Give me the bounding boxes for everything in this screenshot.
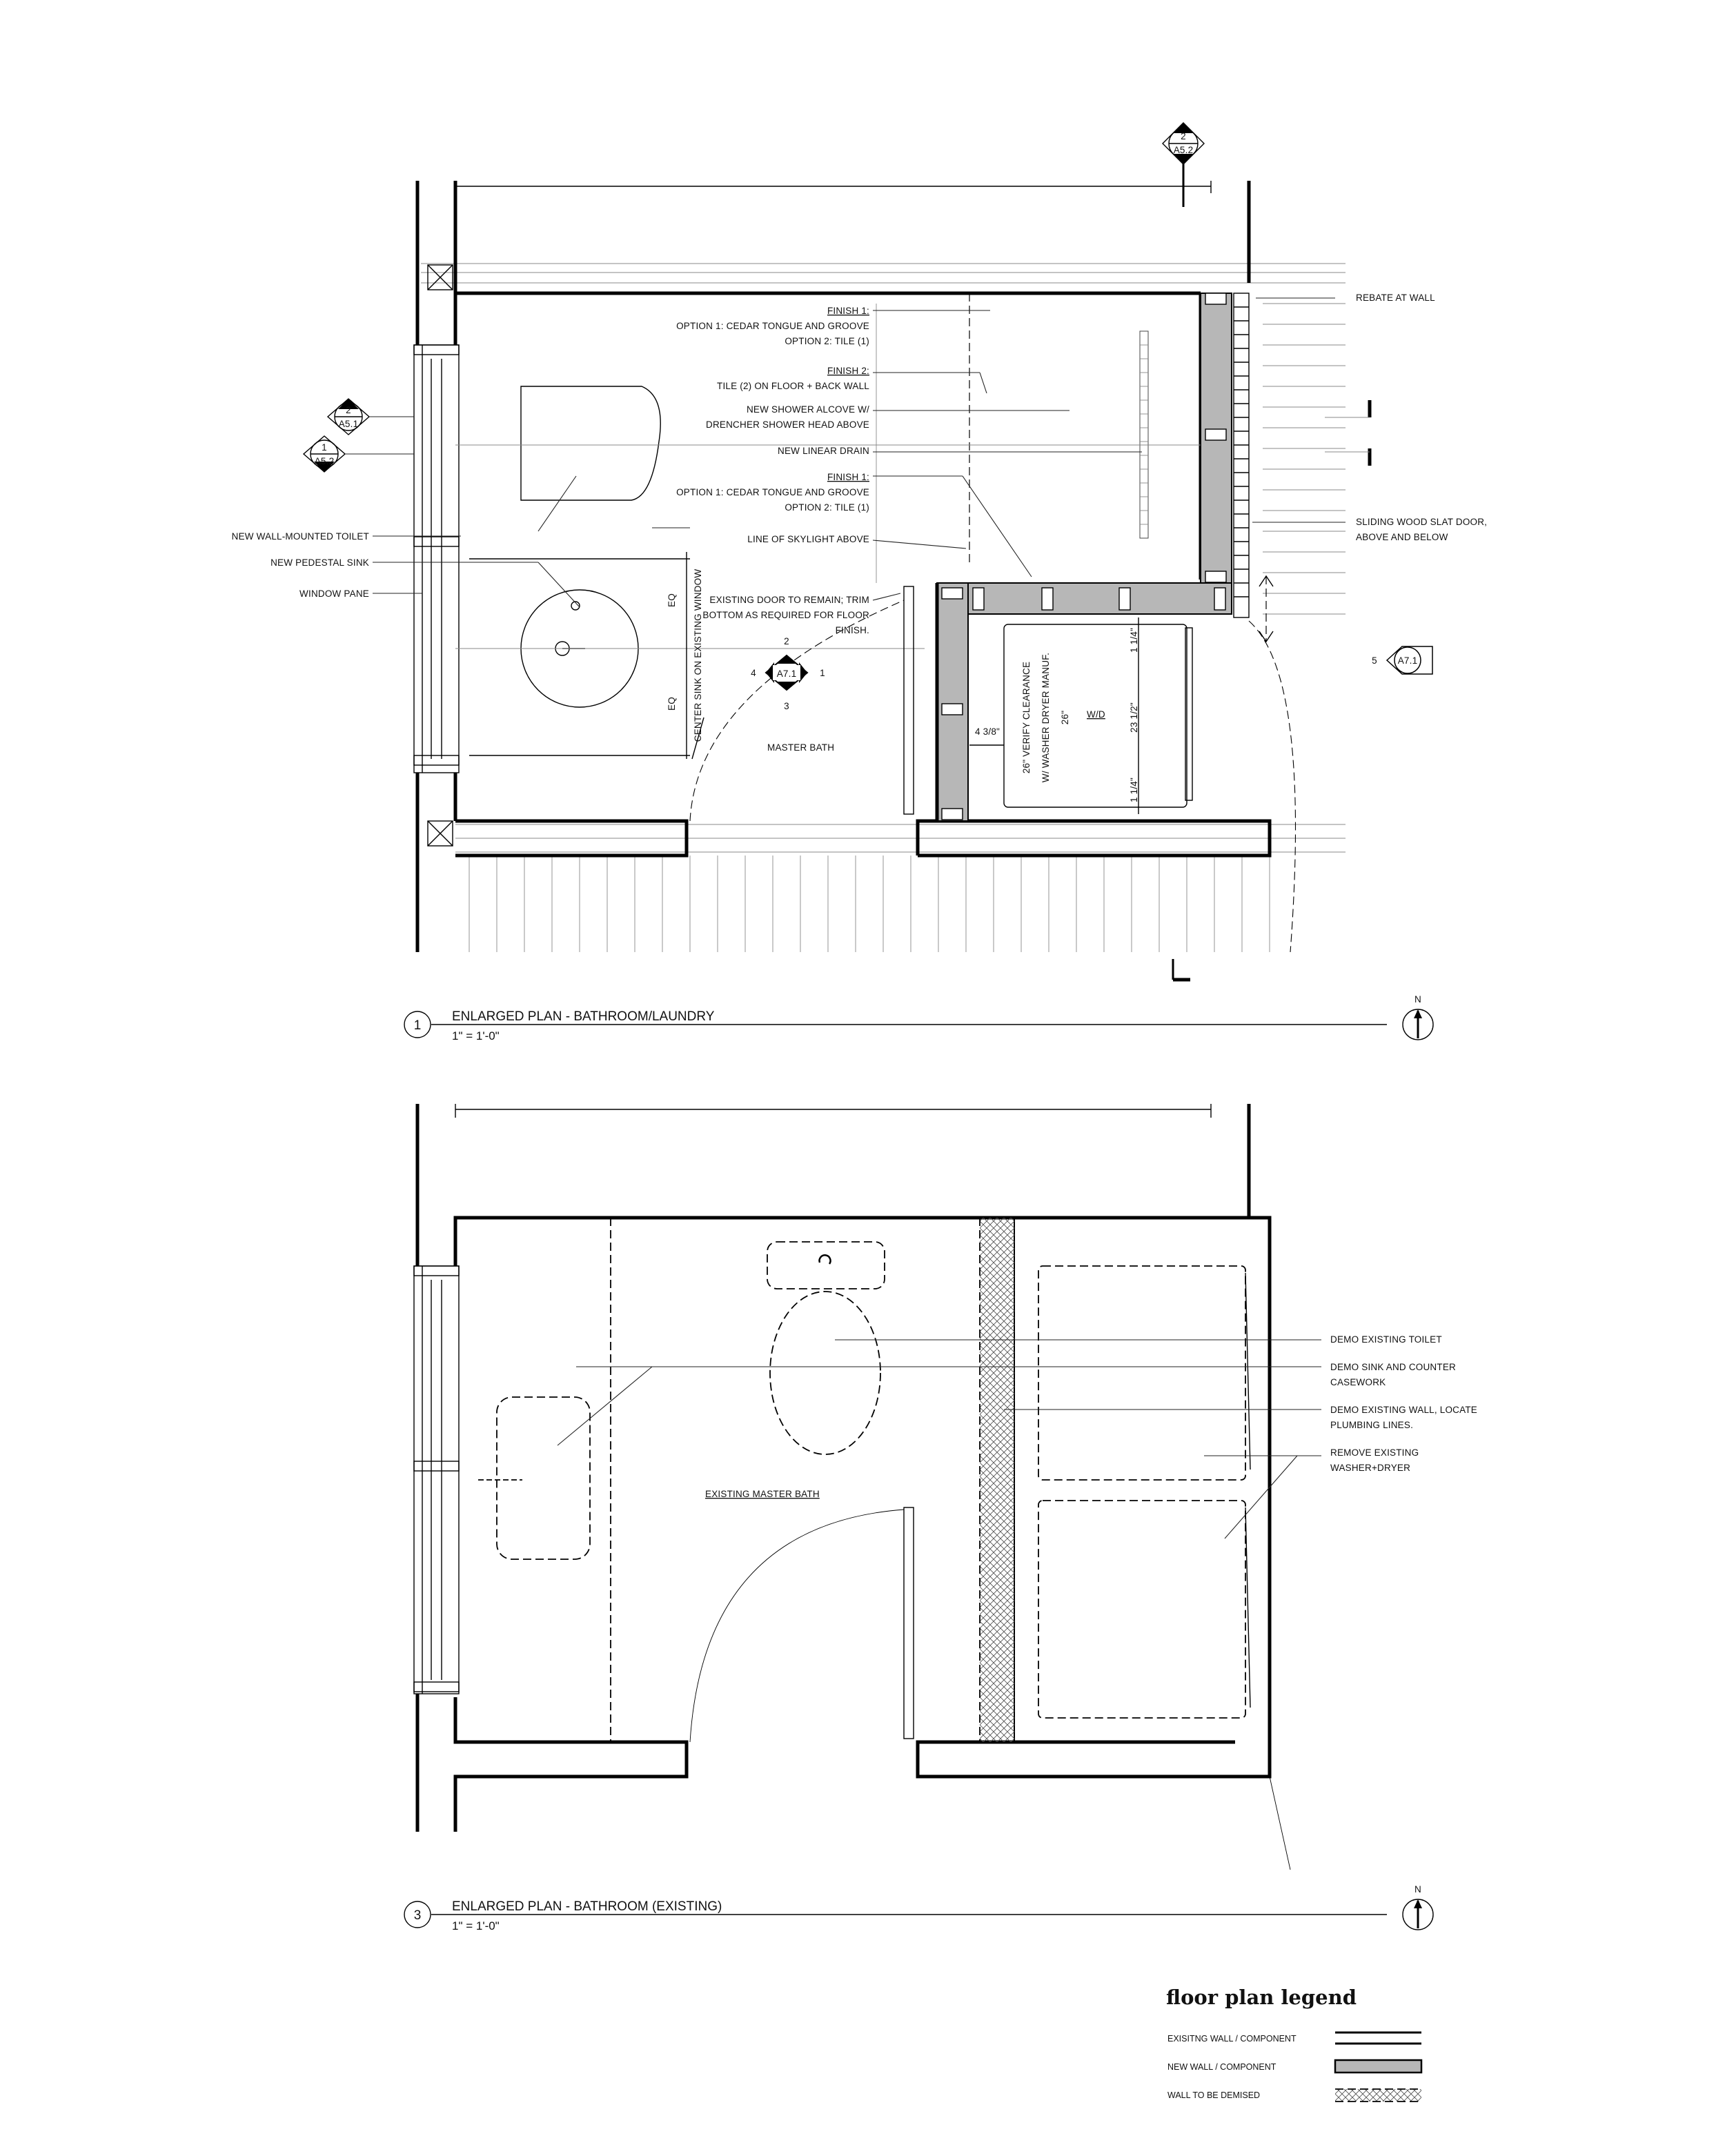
svg-text:EQ: EQ xyxy=(667,697,677,711)
svg-text:NEW SHOWER ALCOVE W/: NEW SHOWER ALCOVE W/ xyxy=(746,404,869,415)
legend-swatch-existing xyxy=(1335,2033,1421,2044)
svg-text:WINDOW PANE: WINDOW PANE xyxy=(299,589,369,599)
notes-plan3 xyxy=(705,1334,1477,1499)
svg-text:1" = 1'-0": 1" = 1'-0" xyxy=(452,1919,500,1932)
svg-text:2: 2 xyxy=(784,636,789,646)
svg-text:N: N xyxy=(1414,994,1421,1005)
svg-text:NEW WALL / COMPONENT: NEW WALL / COMPONENT xyxy=(1167,2062,1276,2072)
svg-text:A5.2: A5.2 xyxy=(1173,145,1194,155)
svg-text:DRENCHER SHOWER HEAD ABOVE: DRENCHER SHOWER HEAD ABOVE xyxy=(706,419,869,430)
svg-text:1 1/4": 1 1/4" xyxy=(1129,777,1139,803)
svg-text:FINISH 1:: FINISH 1: xyxy=(827,472,869,482)
window-existing xyxy=(414,1266,459,1694)
svg-text:REMOVE EXISTING: REMOVE EXISTING xyxy=(1330,1447,1419,1458)
svg-text:BOTTOM AS REQUIRED FOR FLOOR: BOTTOM AS REQUIRED FOR FLOOR xyxy=(702,610,869,620)
legend-swatch-demo xyxy=(1335,2089,1421,2101)
svg-text:NEW PEDESTAL SINK: NEW PEDESTAL SINK xyxy=(270,557,369,568)
svg-text:5: 5 xyxy=(1372,655,1377,666)
svg-text:EXISITNG WALL / COMPONENT: EXISITNG WALL / COMPONENT xyxy=(1167,2034,1297,2044)
svg-text:SLIDING WOOD SLAT DOOR,: SLIDING WOOD SLAT DOOR, xyxy=(1356,517,1488,527)
svg-text:OPTION 1: CEDAR TONGUE AND GRO: OPTION 1: CEDAR TONGUE AND GROOVE xyxy=(676,321,869,331)
svg-text:CENTER SINK ON EXISTING WINDOW: CENTER SINK ON EXISTING WINDOW xyxy=(693,568,703,742)
detail-tag-a71 xyxy=(1372,646,1432,674)
svg-text:ENLARGED PLAN - BATHROOM (EXIS: ENLARGED PLAN - BATHROOM (EXISTING) xyxy=(452,1899,722,1914)
svg-text:FINISH 2:: FINISH 2: xyxy=(827,366,869,376)
svg-text:REBATE AT WALL: REBATE AT WALL xyxy=(1356,293,1435,303)
svg-text:3: 3 xyxy=(784,701,789,711)
existing-walls xyxy=(417,181,1270,952)
svg-text:WASHER+DRYER: WASHER+DRYER xyxy=(1330,1463,1411,1473)
svg-text:NEW LINEAR DRAIN: NEW LINEAR DRAIN xyxy=(778,446,869,456)
pedestal-sink xyxy=(455,590,925,707)
washer-dryer xyxy=(969,617,1192,814)
section-tag-a51 xyxy=(328,399,414,435)
svg-text:4: 4 xyxy=(751,668,756,678)
leaders-plan3 xyxy=(558,1340,1321,1539)
svg-text:EXISTING MASTER BATH: EXISTING MASTER BATH xyxy=(705,1489,820,1499)
svg-text:23 1/2": 23 1/2" xyxy=(1129,702,1139,733)
svg-text:N: N xyxy=(1414,1884,1421,1895)
toilet-existing xyxy=(767,1242,885,1454)
svg-text:DEMO EXISTING WALL, LOCATE: DEMO EXISTING WALL, LOCATE xyxy=(1330,1405,1477,1415)
svg-text:26": 26" xyxy=(1060,710,1070,725)
interior-elevation-tag xyxy=(751,636,825,711)
svg-text:1: 1 xyxy=(413,1018,422,1033)
svg-text:OPTION 2: TILE (1): OPTION 2: TILE (1) xyxy=(785,502,869,513)
title-block-3 xyxy=(404,1884,1433,1932)
new-walls xyxy=(937,293,1232,821)
svg-text:A7.1: A7.1 xyxy=(1397,655,1418,666)
svg-text:2: 2 xyxy=(346,405,351,415)
svg-text:TILE (2) ON FLOOR + BACK WALL: TILE (2) ON FLOOR + BACK WALL xyxy=(717,381,869,391)
svg-text:EXISTING DOOR TO REMAIN; TRIM: EXISTING DOOR TO REMAIN; TRIM xyxy=(709,595,869,605)
svg-text:2: 2 xyxy=(1181,131,1186,141)
svg-text:OPTION 2: TILE (1): OPTION 2: TILE (1) xyxy=(785,336,869,346)
svg-text:1: 1 xyxy=(820,668,825,678)
svg-text:WALL TO BE DEMISED: WALL TO BE DEMISED xyxy=(1167,2090,1261,2100)
svg-text:OPTION 1: CEDAR TONGUE AND GRO: OPTION 1: CEDAR TONGUE AND GROOVE xyxy=(676,487,869,497)
section-tag-a52-top xyxy=(1163,123,1204,164)
floor-plan-legend xyxy=(1166,1986,1421,2101)
sliding-slat-door xyxy=(1234,293,1296,952)
svg-text:A5.1: A5.1 xyxy=(338,419,359,429)
svg-text:FINISH 1:: FINISH 1: xyxy=(827,306,869,316)
demo-wall-hatch xyxy=(980,1218,1014,1742)
notes-plan1 xyxy=(232,293,1488,802)
linear-drain xyxy=(1140,331,1148,538)
plan-bathroom-laundry xyxy=(232,123,1488,1042)
section-tag-a52-left xyxy=(304,436,414,472)
svg-text:DEMO EXISTING TOILET: DEMO EXISTING TOILET xyxy=(1330,1334,1442,1345)
svg-text:EQ: EQ xyxy=(667,593,677,607)
svg-text:W/ WASHER DRYER MANUF.: W/ WASHER DRYER MANUF. xyxy=(1041,652,1051,783)
svg-text:W/D: W/D xyxy=(1087,709,1105,720)
svg-text:ABOVE AND BELOW: ABOVE AND BELOW xyxy=(1356,532,1448,542)
svg-text:MASTER BATH: MASTER BATH xyxy=(767,742,835,753)
svg-text:1: 1 xyxy=(322,442,327,453)
svg-text:1 1/4": 1 1/4" xyxy=(1129,627,1139,653)
window-pane xyxy=(414,345,459,773)
svg-text:A5.2: A5.2 xyxy=(314,456,335,466)
sink-existing xyxy=(478,1397,590,1559)
plan-bathroom-existing xyxy=(404,1104,1477,1932)
svg-text:floor plan legend: floor plan legend xyxy=(1166,1986,1357,2009)
svg-text:4 3/8": 4 3/8" xyxy=(975,726,1000,737)
svg-text:FINISH.: FINISH. xyxy=(835,625,869,635)
legend-swatch-new xyxy=(1335,2060,1421,2073)
svg-text:DEMO SINK AND COUNTER: DEMO SINK AND COUNTER xyxy=(1330,1362,1456,1372)
washer-dryer-existing xyxy=(1038,1266,1250,1718)
svg-text:A7.1: A7.1 xyxy=(776,669,797,679)
svg-text:1" = 1'-0": 1" = 1'-0" xyxy=(452,1029,500,1042)
svg-text:3: 3 xyxy=(413,1908,422,1923)
svg-text:26" VERIFY CLEARANCE: 26" VERIFY CLEARANCE xyxy=(1021,661,1032,774)
svg-text:NEW WALL-MOUNTED TOILET: NEW WALL-MOUNTED TOILET xyxy=(231,531,369,542)
svg-text:ENLARGED PLAN - BATHROOM/LAUND: ENLARGED PLAN - BATHROOM/LAUNDRY xyxy=(452,1009,715,1024)
svg-text:PLUMBING LINES.: PLUMBING LINES. xyxy=(1330,1420,1414,1430)
toilet-new xyxy=(521,386,660,500)
door-existing xyxy=(690,586,914,821)
svg-text:LINE OF SKYLIGHT ABOVE: LINE OF SKYLIGHT ABOVE xyxy=(747,534,869,544)
svg-text:CASEWORK: CASEWORK xyxy=(1330,1377,1386,1387)
title-block-1 xyxy=(404,994,1433,1042)
